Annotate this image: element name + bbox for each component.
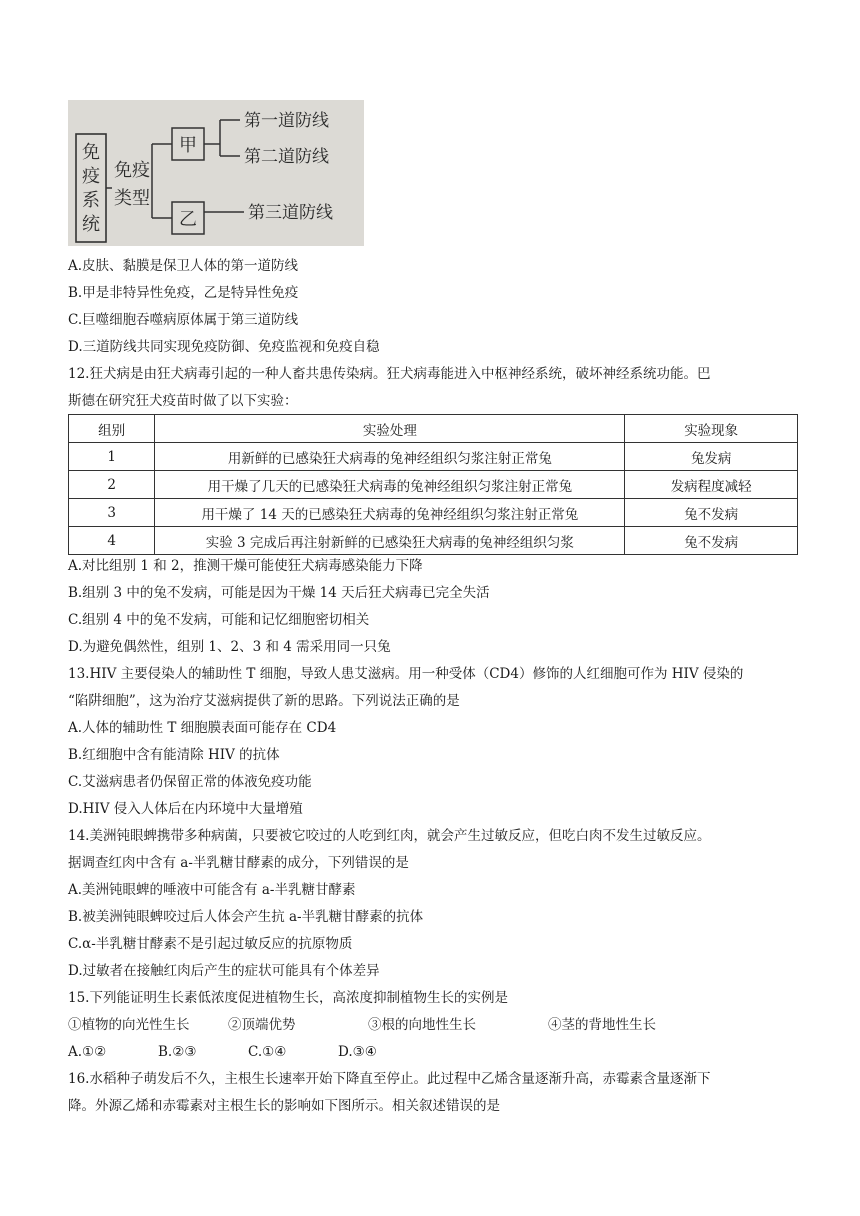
q15-option-b: B.②③ (158, 1044, 197, 1060)
q14-option-a: A.美洲钝眼蜱的唾液中可能含有 a-半乳糖甘酵素 (68, 882, 356, 898)
q12-stem-line2: 斯德在研究狂犬疫苗时做了以下实验： (68, 393, 298, 409)
cell-result: 兔发病 (625, 443, 798, 471)
cell-result: 兔不发病 (625, 499, 798, 527)
q15-option-d: D.③④ (338, 1044, 377, 1060)
header-group: 组别 (69, 415, 155, 443)
q15-option-c: C.①④ (248, 1044, 287, 1060)
defense-line-2: 第二道防线 (244, 147, 329, 167)
q14-stem-line2: 据调查红肉中含有 a-半乳糖甘酵素的成分，下列错误的是 (68, 855, 409, 871)
table-header-row (69, 415, 798, 443)
q15-item-4: ④茎的背地性生长 (548, 1017, 656, 1033)
node-a-label: 甲 (179, 135, 197, 156)
cell-group: 3 (69, 499, 155, 527)
header-treatment: 实验处理 (155, 415, 625, 443)
cell-result: 兔不发病 (625, 527, 798, 555)
q11-option-d: D.三道防线共同实现免疫防御、免疫监视和免疫自稳 (68, 339, 380, 355)
q13-option-a: A.人体的辅助性 T 细胞膜表面可能存在 CD4 (68, 720, 337, 736)
system-char-1: 免 (82, 142, 100, 163)
cell-result: 发病程度减轻 (625, 471, 798, 499)
type-label-line1: 免疫 (114, 160, 150, 181)
q14-option-d: D.过敏者在接触红肉后产生的症状可能具有个体差异 (68, 963, 380, 979)
table-row (69, 499, 798, 527)
table-row (69, 471, 798, 499)
cell-treatment: 用新鲜的已感染狂犬病毒的兔神经组织匀浆注射正常兔 (155, 443, 625, 471)
q14-option-b: B.被美洲钝眼蜱咬过后人体会产生抗 a-半乳糖甘酵素的抗体 (68, 909, 424, 925)
q13-option-d: D.HIV 侵入人体后在内环境中大量增殖 (68, 801, 303, 817)
table-row (69, 443, 798, 471)
q15-stem: 15.下列能证明生长素低浓度促进植物生长，高浓度抑制植物生长的实例是 (68, 990, 508, 1006)
q15-option-a: A.①② (68, 1044, 107, 1060)
cell-treatment: 实验 3 完成后再注射新鲜的已感染狂犬病毒的兔神经组织匀浆 (155, 527, 625, 555)
q16-stem-line2: 降。外源乙烯和赤霉素对主根生长的影响如下图所示。相关叙述错误的是 (68, 1098, 500, 1114)
q12-option-c: C.组别 4 中的兔不发病，可能和记忆细胞密切相关 (68, 612, 370, 628)
q11-option-c: C.巨噬细胞吞噬病原体属于第三道防线 (68, 312, 299, 328)
cell-treatment: 用干燥了几天的已感染狂犬病毒的兔神经组织匀浆注射正常兔 (155, 471, 625, 499)
type-label-line2: 类型 (114, 188, 150, 209)
q13-option-b: B.红细胞中含有能清除 HIV 的抗体 (68, 747, 280, 763)
system-char-4: 统 (82, 214, 100, 235)
q12-option-b: B.组别 3 中的兔不发病，可能是因为干燥 14 天后狂犬病毒已完全失活 (68, 585, 490, 601)
cell-treatment: 用干燥了 14 天的已感染狂犬病毒的兔神经组织匀浆注射正常兔 (155, 499, 625, 527)
experiment-table (68, 414, 798, 555)
q15-item-1: ①植物的向光性生长 (68, 1017, 190, 1033)
q15-options (68, 1042, 377, 1062)
defense-line-3: 第三道防线 (248, 203, 333, 223)
q13-stem-line1: 13.HIV 主要侵染人的辅助性 T 细胞，导致人患艾滋病。用一种受体（CD4）修饰的人红细胞可作为 HIV 侵染的 (68, 666, 744, 682)
q14-stem-line1: 14.美洲钝眼蜱携带多种病菌，只要被它咬过的人吃到红肉，就会产生过敏反应，但吃白肉不发生过敏反应。 (68, 828, 711, 844)
cell-group: 4 (69, 527, 155, 555)
table-row (69, 527, 798, 555)
defense-line-1: 第一道防线 (244, 111, 329, 131)
immune-system-diagram (68, 100, 364, 246)
q15-item-3: ③根的向地性生长 (368, 1017, 476, 1033)
cell-group: 2 (69, 471, 155, 499)
q15-item-2: ②顶端优势 (228, 1017, 296, 1033)
q15-items (68, 1015, 656, 1035)
node-b-label: 乙 (179, 209, 197, 230)
q12-option-d: D.为避免偶然性，组别 1、2、3 和 4 需采用同一只兔 (68, 639, 391, 655)
system-char-3: 系 (82, 190, 100, 211)
q12-stem-line1: 12.狂犬病是由狂犬病毒引起的一种人畜共患传染病。狂犬病毒能进入中枢神经系统，破坏神经系统功能。巴 (68, 366, 711, 382)
cell-group: 1 (69, 443, 155, 471)
q11-option-b: B.甲是非特异性免疫，乙是特异性免疫 (68, 285, 299, 301)
q13-option-c: C.艾滋病患者仍保留正常的体液免疫功能 (68, 774, 312, 790)
q12-option-a: A.对比组别 1 和 2，推测干燥可能使狂犬病毒感染能力下降 (68, 558, 423, 574)
system-char-2: 疫 (82, 166, 100, 187)
q13-stem-line2: “陷阱细胞”，这为治疗艾滋病提供了新的思路。下列说法正确的是 (68, 693, 460, 709)
immune-diagram-svg (68, 100, 364, 246)
q14-option-c: C.α-半乳糖甘酵素不是引起过敏反应的抗原物质 (68, 936, 353, 952)
q11-option-a: A.皮肤、黏膜是保卫人体的第一道防线 (68, 258, 299, 274)
q16-stem-line1: 16.水稻种子萌发后不久，主根生长速率开始下降直至停止。此过程中乙烯含量逐渐升高，赤霉素含量逐渐下 (68, 1071, 711, 1087)
header-result: 实验现象 (625, 415, 798, 443)
